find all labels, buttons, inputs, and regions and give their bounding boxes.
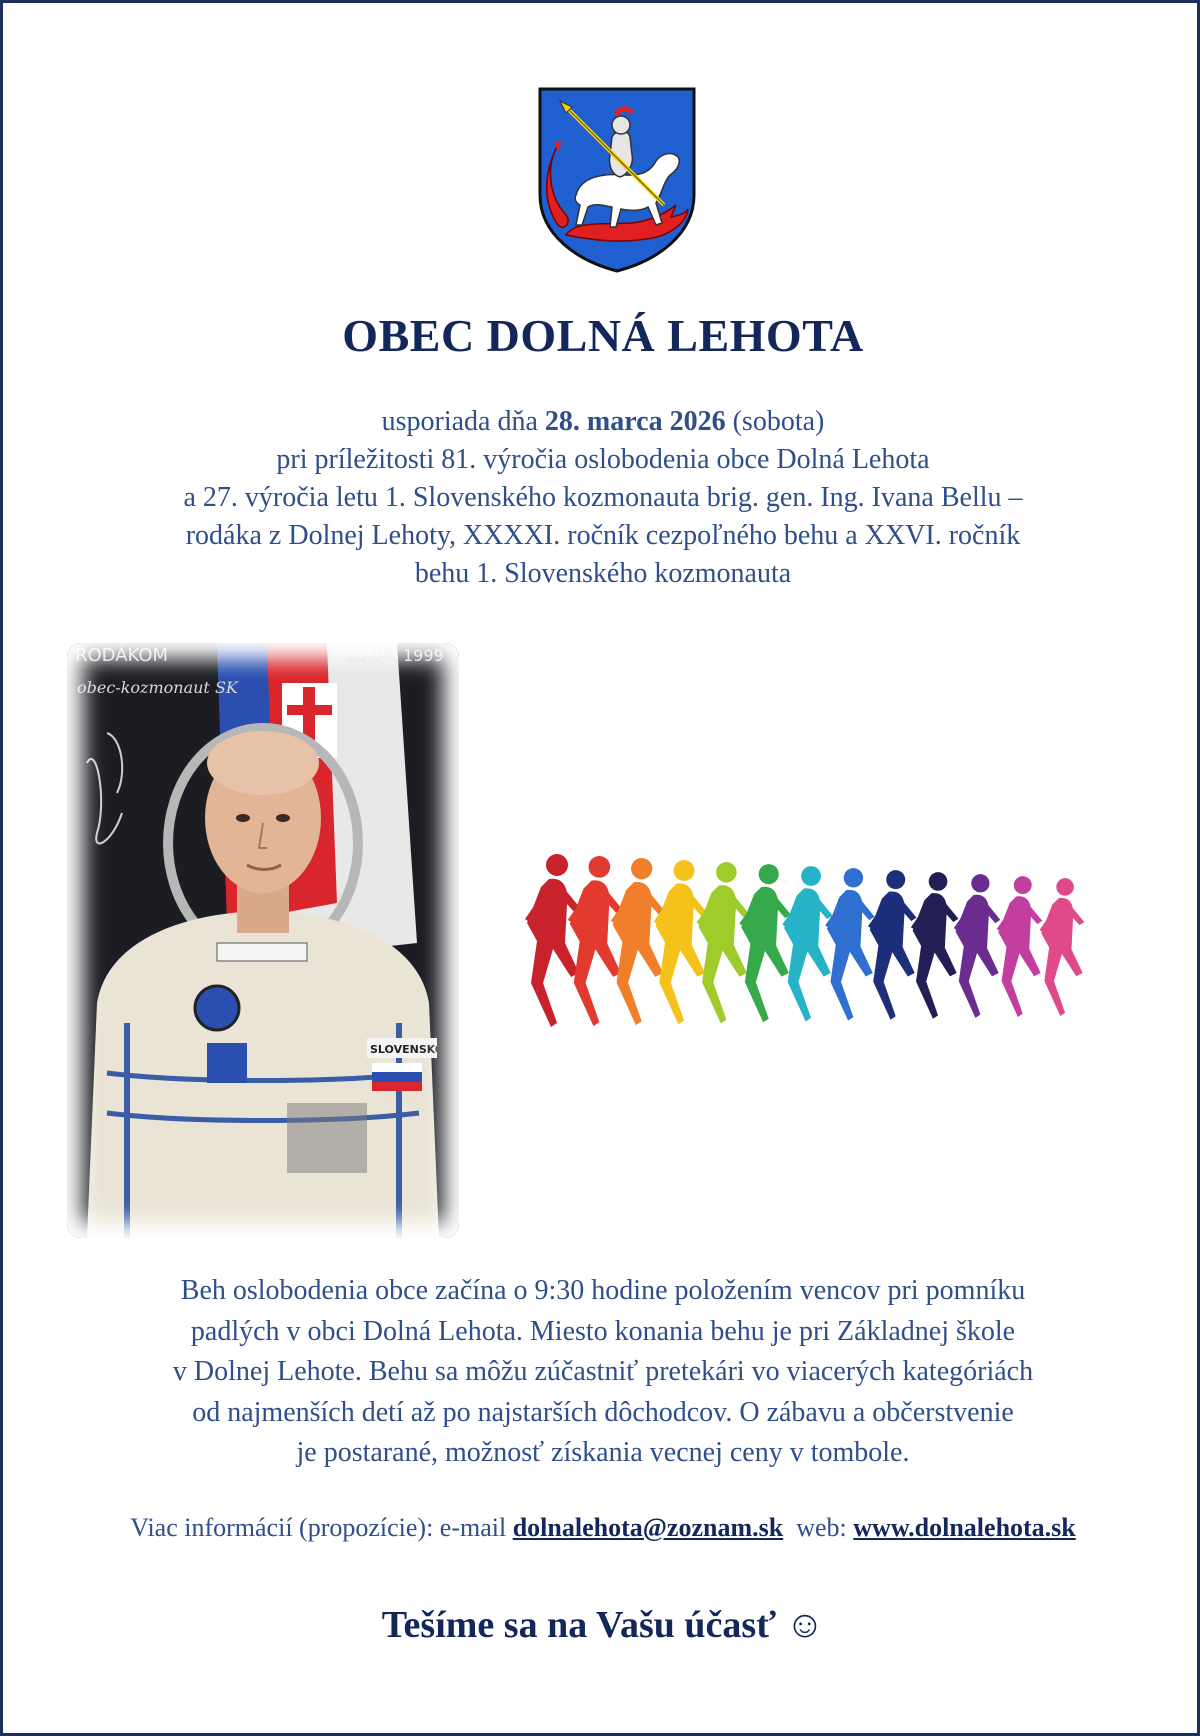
runners-illustration <box>513 833 1133 1163</box>
runner-silhouette <box>568 856 623 1026</box>
description-line-3: v Dolnej Lehote. Behu sa môžu zúčastniť pretekári vo viacerých kategóriách <box>172 1356 1034 1387</box>
chalk-text-date: 25.04. 1999 <box>347 646 444 665</box>
intro-line-1-suffix: (sobota) <box>732 406 825 437</box>
description-line-4: od najmenších detí až po najstarších dôchodcov. O zábavu a občerstvenie <box>192 1396 1014 1428</box>
event-date: 28. marca 2026 <box>544 406 726 437</box>
intro-text <box>63 403 1143 593</box>
contact-prefix: Viac informácií (propozície): e-mail <box>130 1513 507 1542</box>
coat-of-arms <box>536 85 698 275</box>
runner-silhouette <box>868 870 916 1020</box>
rainbow-runners-icon <box>513 833 1133 1163</box>
suit-patch-label: SLOVENSKO <box>370 1043 445 1056</box>
municipal-coat-of-arms-icon <box>536 85 698 275</box>
intro-line-5: behu 1. Slovenského kozmonauta <box>414 558 792 589</box>
web-label: web: <box>796 1513 847 1542</box>
runner-silhouette <box>954 874 1001 1018</box>
intro-line-2: pri príležitosti 81. výročia oslobodenia obce Dolná Lehota <box>276 444 930 475</box>
cosmonaut-portrait-icon <box>67 643 459 1238</box>
runner-figures <box>525 854 1084 1163</box>
website-link[interactable]: www.dolnalehota.sk <box>853 1513 1076 1542</box>
runner-silhouette <box>825 868 874 1021</box>
runner-silhouette <box>997 876 1043 1017</box>
closing-message: Tešíme sa na Vašu účasť ☺ <box>381 1604 825 1646</box>
runner-silhouette <box>611 858 665 1025</box>
event-description <box>63 1271 1143 1474</box>
runner-silhouette <box>782 866 832 1021</box>
description-line-1: Beh oslobodenia obce začína o 9:30 hodine položením vencov pri pomníku <box>180 1275 1026 1306</box>
description-line-5: je postarané, možnosť získania vecnej ceny v tombole. <box>296 1437 910 1468</box>
intro-line-1 <box>63 403 1143 441</box>
runner-silhouette <box>739 864 790 1022</box>
runner-silhouette <box>1040 878 1085 1016</box>
intro-line-4: rodáka z Dolnej Lehoty, XXXXI. ročník cezpoľného behu a XXVI. ročník <box>185 520 1021 551</box>
runner-silhouette <box>697 862 749 1023</box>
email-link[interactable]: dolnalehota@zoznam.sk <box>512 1513 784 1542</box>
runner-silhouette <box>911 872 958 1019</box>
intro-line-3: a 27. výročia letu 1. Slovenského kozmonauta brig. gen. Ing. Ivana Bellu – <box>183 482 1023 513</box>
page-title: OBEC DOLNÁ LEHOTA <box>342 310 864 361</box>
runner-silhouette <box>654 860 707 1024</box>
cosmonaut-photo <box>67 643 459 1238</box>
intro-line-1-prefix: usporiada dňa <box>381 406 538 437</box>
chalk-text-sub: obec-kozmonaut SK <box>77 678 238 697</box>
chalk-text-top: RODÁKOM <box>75 645 169 666</box>
runner-silhouette <box>525 854 581 1027</box>
description-line-2: padlých v obci Dolná Lehota. Miesto konania behu je pri Základnej škole <box>190 1315 1016 1347</box>
contact-info <box>43 1513 1163 1543</box>
